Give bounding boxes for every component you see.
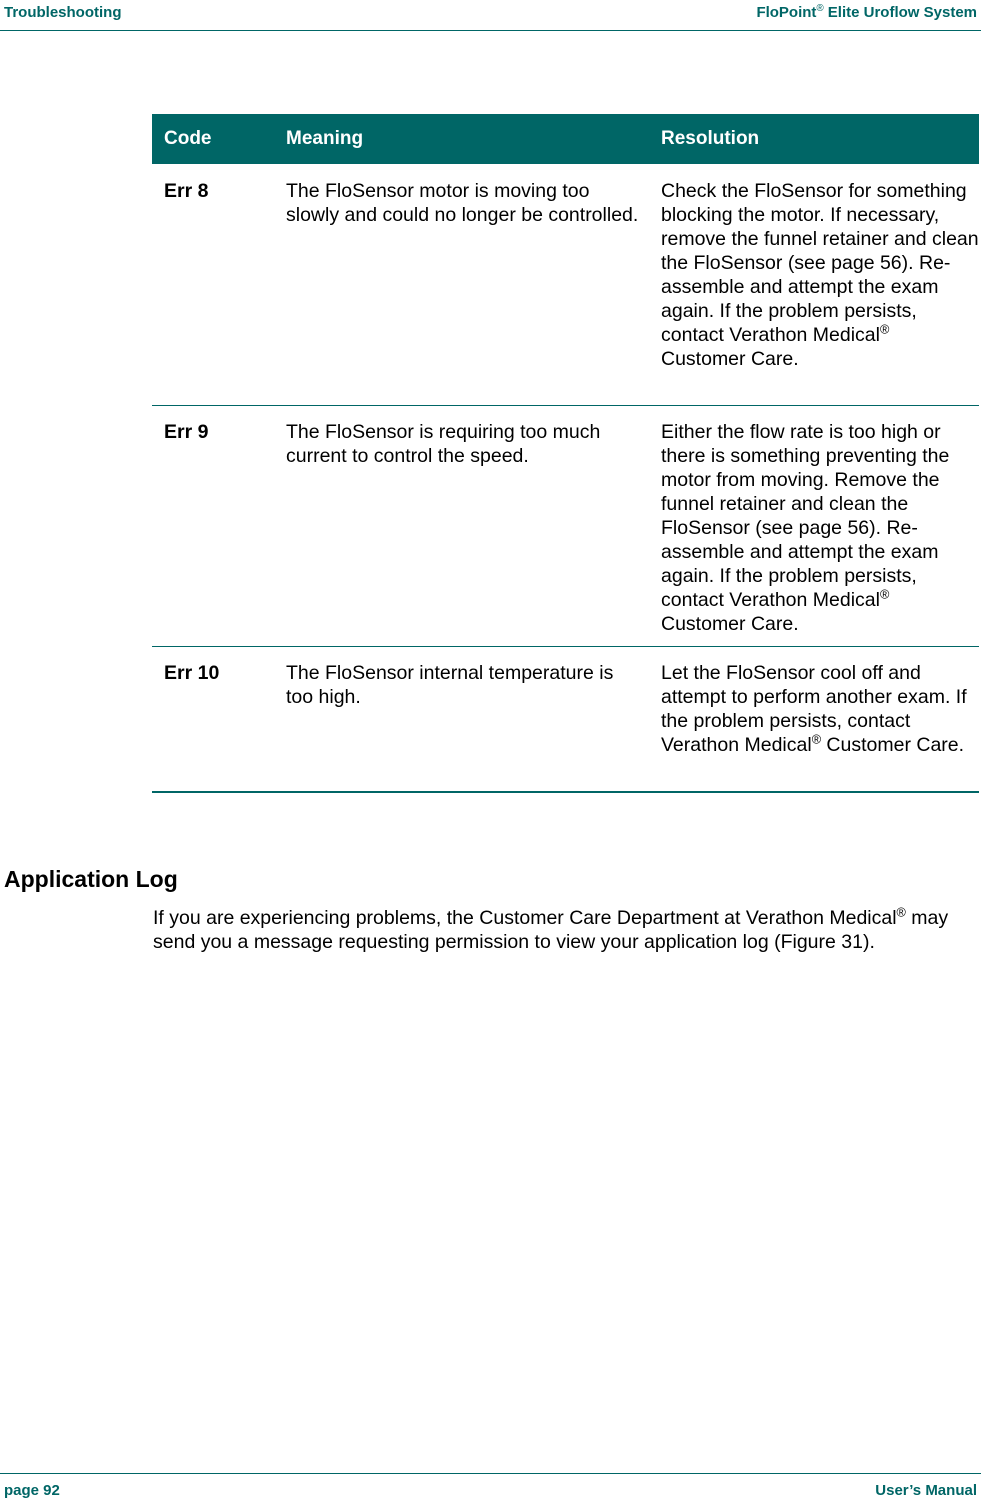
paragraph-text-end: may send you a message requesting permission to view your application log (Figure 31).	[153, 907, 949, 953]
error-code-table	[152, 114, 979, 793]
column-header-code: Code	[164, 128, 212, 149]
resolution-text: Check the FloSensor for something blocking the motor. If necessary, remove the funnel retainer and clean the FloSensor (see page 56). Re-assemble and attempt the exam again. If the problem persists, contact Verathon Medical	[661, 180, 979, 346]
registered-mark: ®	[879, 322, 890, 337]
cell-code: Err 8	[164, 180, 209, 202]
header-product-suffix: Elite Uroflow System	[823, 4, 977, 21]
resolution-text: Let the FloSensor cool off and attempt to perform another exam. If the problem persists, contact Verathon Medical	[661, 662, 967, 756]
header-section-title: Troubleshooting	[4, 4, 122, 21]
table-header-row	[152, 114, 979, 165]
cell-code: Err 9	[164, 421, 209, 443]
registered-mark: ®	[879, 587, 890, 602]
page-footer	[0, 1473, 981, 1502]
column-header-meaning: Meaning	[286, 128, 364, 149]
column-header-resolution: Resolution	[661, 128, 760, 149]
resolution-text-end: Customer Care.	[821, 734, 965, 756]
header-product-title	[756, 4, 977, 21]
manual-title: User’s Manual	[875, 1482, 977, 1499]
section-heading: Application Log	[4, 866, 178, 892]
table-row	[152, 647, 979, 793]
cell-resolution	[661, 661, 979, 757]
page-number: page 92	[4, 1482, 60, 1499]
registered-mark: ®	[811, 732, 822, 747]
registered-mark: ®	[896, 905, 906, 920]
cell-code: Err 10	[164, 662, 220, 684]
page-header	[0, 0, 981, 31]
paragraph-text: If you are experiencing problems, the Customer Care Department at Verathon Medical	[153, 907, 897, 929]
cell-meaning: The FloSensor motor is moving too slowly and could no longer be controlled.	[286, 180, 639, 226]
header-product-reg: ®	[816, 3, 824, 14]
table-row	[152, 165, 979, 406]
cell-meaning: The FloSensor is requiring too much current to control the speed.	[286, 421, 601, 467]
resolution-text-end: Customer Care.	[661, 613, 799, 635]
section-paragraph	[153, 906, 979, 954]
table-row	[152, 406, 979, 647]
cell-meaning: The FloSensor internal temperature is too high.	[286, 662, 614, 708]
cell-resolution	[661, 420, 979, 636]
resolution-text-end: Customer Care.	[661, 348, 799, 370]
header-product-name: FloPoint	[756, 4, 817, 21]
resolution-text: Either the flow rate is too high or there is something preventing the motor from moving. Remove the funnel retainer and clean the FloSensor (see page 56). Re-assemble and attempt the exam again. If the problem persists, contact Verathon Medical	[661, 421, 950, 611]
cell-resolution	[661, 179, 979, 371]
